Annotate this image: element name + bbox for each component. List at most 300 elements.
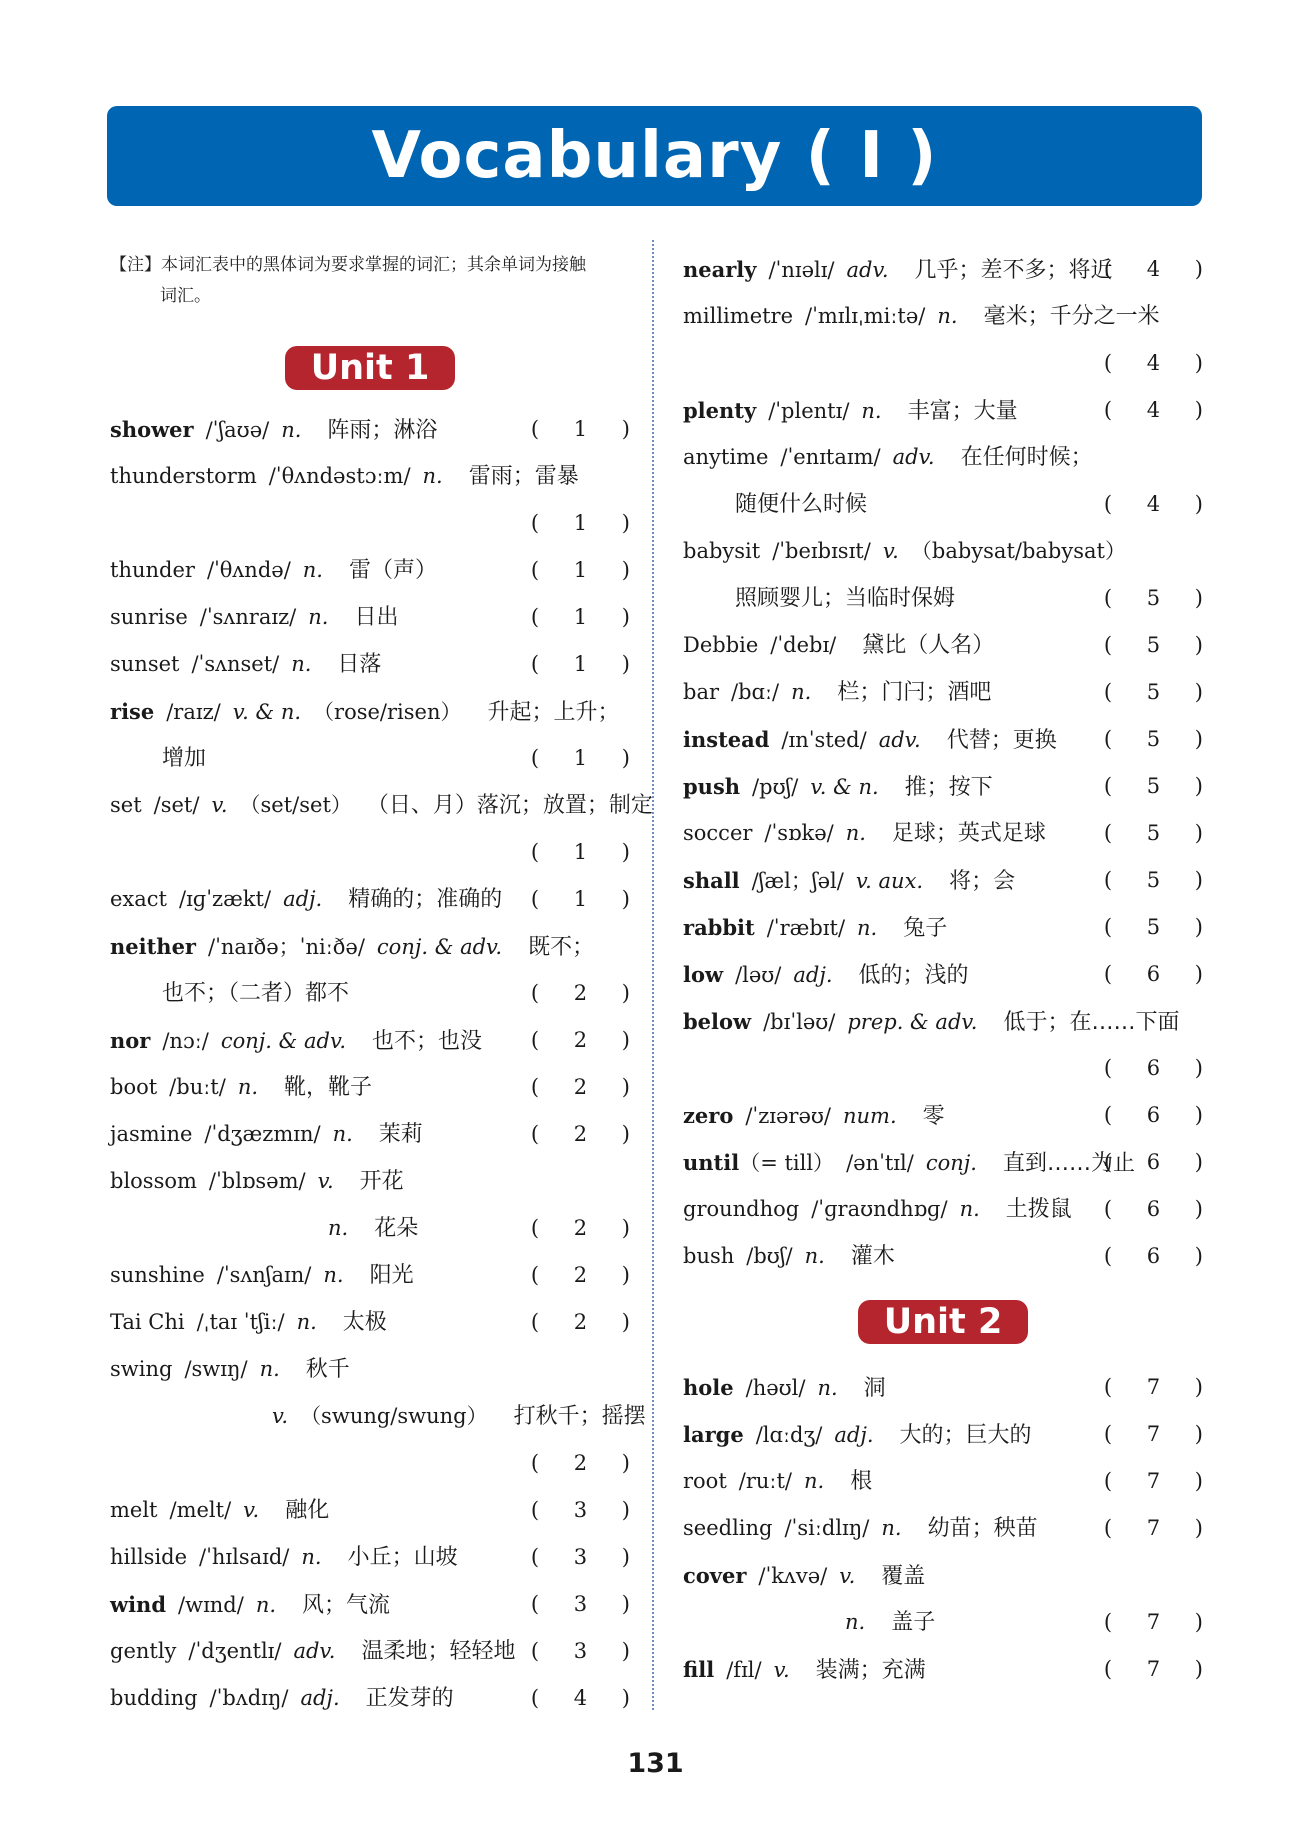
part-of-speech: adj.: [793, 963, 833, 987]
vocab-entry: [110, 1064, 644, 1111]
part-of-speech: n.: [817, 1376, 838, 1400]
meaning: 阳光: [369, 1263, 414, 1288]
phonetic: /ˈsiːdlɪŋ/: [784, 1516, 870, 1540]
headword: hillside: [110, 1545, 188, 1569]
headword: cover: [683, 1563, 747, 1588]
meaning: 低于；在……下面: [1003, 1010, 1180, 1035]
phonetic: /ˈbeɪbɪsɪt/: [772, 539, 871, 563]
vocab-entry: [683, 1364, 1217, 1411]
headword: melt: [110, 1498, 158, 1522]
meaning: 低的；浅的: [858, 963, 969, 988]
vocab-entry: [110, 1581, 644, 1628]
headword: large: [683, 1422, 744, 1447]
unit-reference: ( 2 ): [530, 1028, 644, 1052]
vocab-entry-continued: [110, 1440, 644, 1487]
vocab-entry: [110, 641, 644, 688]
vocab-entry: [110, 1346, 630, 1393]
unit-reference: ( 4 ): [1103, 492, 1217, 516]
vocab-entry: [683, 669, 1217, 716]
headword: exact: [110, 887, 167, 911]
phonetic: /ˌtaɪ ˈtʃiː/: [196, 1310, 285, 1334]
headword: jasmine: [110, 1122, 193, 1146]
vocab-entry: [683, 1646, 1217, 1693]
headword: neither: [110, 934, 196, 959]
unit-reference: ( 3 ): [530, 1639, 644, 1663]
vocab-entry: [683, 387, 1217, 434]
vocab-entry: [110, 594, 644, 641]
meaning: 根: [850, 1469, 873, 1494]
unit-reference: ( 5 ): [1103, 727, 1217, 751]
phonetic: /nɔː/: [162, 1029, 209, 1053]
part-of-speech: n.: [328, 1216, 349, 1240]
vocab-list-unit-2: [683, 1364, 1217, 1693]
unit-reference: ( 4 ): [1103, 257, 1217, 281]
unit-reference: ( 3 ): [530, 1592, 644, 1616]
vocab-entry-continued: [110, 1205, 644, 1252]
vocab-entry: [683, 434, 1203, 481]
unit-reference: ( 5 ): [1103, 915, 1217, 939]
vocab-entry: [683, 998, 1203, 1045]
meaning: 盖子: [891, 1610, 936, 1635]
headword: sunrise: [110, 605, 188, 629]
meaning: 太极: [342, 1310, 387, 1335]
phonetic: /buːt/: [169, 1075, 226, 1099]
phonetic: /ˈsʌnraɪz/: [199, 605, 297, 629]
phonetic: /ˈθʌndə/: [206, 558, 291, 582]
phonetic: /ˈkʌvə/: [758, 1564, 828, 1588]
vocab-entry-continued: [683, 340, 1217, 387]
phonetic: /ˈdʒæzmɪn/: [204, 1122, 321, 1146]
vocab-entry: [110, 453, 630, 500]
part-of-speech: adv.: [293, 1639, 336, 1663]
meaning: 升起；上升；: [487, 700, 620, 725]
headword: thunder: [110, 558, 195, 582]
part-of-speech: v. & n.: [232, 700, 302, 724]
meaning: 照顾婴儿；当临时保姆: [735, 586, 956, 611]
meaning: （日、月）落沉；放置；制定: [377, 793, 653, 818]
headword: millimetre: [683, 304, 794, 328]
vocab-entry: [110, 923, 630, 970]
unit-2-header: [683, 1280, 1203, 1364]
vocab-entry-continued: [683, 481, 1217, 528]
vocab-list-unit-1-cont: [683, 246, 1217, 1280]
meaning: 黛比（人名）: [862, 633, 995, 658]
unit-reference: ( 1 ): [530, 887, 644, 911]
vocab-entry: [683, 763, 1217, 810]
meaning: 推；按下: [904, 775, 993, 800]
part-of-speech: adj.: [283, 887, 323, 911]
unit-reference: ( 2 ): [530, 1075, 644, 1099]
vocab-entry: [110, 1017, 644, 1064]
part-of-speech: n.: [281, 418, 302, 442]
unit-reference: ( 7 ): [1103, 1516, 1217, 1540]
vocab-entry-continued: [110, 735, 644, 782]
meaning: 代替；更换: [946, 728, 1057, 753]
meaning: 覆盖: [881, 1564, 926, 1589]
unit-reference: ( 7 ): [1103, 1469, 1217, 1493]
unit-reference: ( 4 ): [1103, 351, 1217, 375]
part-of-speech: n.: [881, 1516, 902, 1540]
unit-reference: ( 6 ): [1103, 1244, 1217, 1268]
phonetic: /lɑːdʒ/: [755, 1423, 823, 1447]
phonetic: /ˈdebɪ/: [770, 633, 837, 657]
vocab-entry-continued: [683, 1599, 1217, 1646]
part-of-speech: n.: [845, 821, 866, 845]
part-of-speech: v.: [317, 1169, 334, 1193]
vocab-entry: [110, 1158, 630, 1205]
vocab-entry: [683, 1092, 1217, 1139]
part-of-speech: n.: [237, 1075, 259, 1099]
part-of-speech: n.: [857, 916, 878, 940]
meaning: 开花: [359, 1169, 404, 1194]
vocab-entry: [110, 1628, 644, 1675]
part-of-speech: n.: [332, 1122, 353, 1146]
column-divider: [652, 240, 654, 1710]
headword: soccer: [683, 821, 753, 845]
unit-reference: ( 2 ): [530, 1310, 644, 1334]
unit-reference: ( 7 ): [1103, 1375, 1217, 1399]
phonetic: /ʃæl；ʃəl/: [751, 869, 844, 893]
headword: below: [683, 1009, 752, 1034]
headword: boot: [110, 1075, 158, 1099]
verb-forms: （set/set）: [239, 793, 352, 817]
unit-reference: ( 6 ): [1103, 962, 1217, 986]
unit-reference: ( 2 ): [530, 1263, 644, 1287]
vocab-entry-continued: [110, 1393, 646, 1440]
meaning: 足球；英式足球: [891, 821, 1046, 846]
vocab-entry: [110, 782, 653, 829]
phonetic: /ənˈtɪl/: [846, 1151, 914, 1175]
part-of-speech: v.: [882, 539, 899, 563]
phonetic: /ˈbʌdɪŋ/: [209, 1686, 289, 1710]
phonetic: /həʊl/: [745, 1376, 806, 1400]
unit-reference: ( 1 ): [530, 417, 644, 441]
unit-reference: ( 4 ): [1103, 398, 1217, 422]
part-of-speech: n.: [937, 304, 958, 328]
unit-reference: ( 5 ): [1103, 774, 1217, 798]
meaning: 将；会: [949, 869, 1016, 894]
headword: groundhog: [683, 1197, 800, 1221]
phonetic: /fɪl/: [726, 1658, 762, 1682]
meaning: 既不；: [528, 935, 595, 960]
part-of-speech: n.: [804, 1469, 825, 1493]
headword: shower: [110, 417, 194, 442]
part-of-speech: n.: [804, 1244, 825, 1268]
phonetic: /ləʊ/: [735, 963, 782, 987]
vocab-entry: [110, 406, 644, 453]
unit-reference: ( 6 ): [1103, 1197, 1217, 1221]
headword: rise: [110, 699, 155, 724]
meaning: 花朵: [374, 1216, 419, 1241]
phonetic: /melt/: [169, 1498, 232, 1522]
meaning: 打秋千；摇摆: [513, 1404, 646, 1429]
phonetic: /ɪnˈsted/: [781, 728, 867, 752]
part-of-speech: prep. & adv.: [847, 1010, 978, 1034]
unit-reference: ( 2 ): [530, 981, 644, 1005]
vocab-entry: [683, 1552, 1203, 1599]
meaning: 在任何时候；: [960, 445, 1093, 470]
phonetic: /ˈnaɪðə；ˈniːðə/: [208, 935, 365, 959]
part-of-speech: n.: [296, 1310, 317, 1334]
part-of-speech: v.: [272, 1404, 289, 1428]
headword: shall: [683, 868, 740, 893]
unit-reference: ( 4 ): [530, 1686, 644, 1710]
meaning: 大的；巨大的: [899, 1423, 1032, 1448]
meaning: 洞: [863, 1376, 886, 1401]
meaning: 秋千: [305, 1357, 350, 1382]
vocab-entry: [110, 547, 644, 594]
unit-reference: ( 7 ): [1103, 1610, 1217, 1634]
part-of-speech: conj. & adv.: [376, 935, 503, 959]
right-column: [683, 246, 1217, 1693]
unit-reference: ( 1 ): [530, 746, 644, 770]
vocab-entry: [110, 688, 630, 735]
part-of-speech: adv.: [878, 728, 921, 752]
vocab-entry-continued: [683, 575, 1217, 622]
unit-reference: ( 2 ): [530, 1451, 644, 1475]
part-of-speech: adj.: [834, 1423, 874, 1447]
headword: gently: [110, 1639, 177, 1663]
verb-forms: （rose/risen）: [313, 700, 462, 724]
phonetic: /set/: [153, 793, 200, 817]
meaning: 精确的；准确的: [348, 887, 503, 912]
vocab-entry: [683, 528, 1203, 575]
unit-reference: ( 1 ): [530, 652, 644, 676]
part-of-speech: n.: [791, 680, 812, 704]
part-of-speech: n.: [259, 1357, 280, 1381]
unit-reference: ( 5 ): [1103, 633, 1217, 657]
vocab-entry: [683, 293, 1203, 340]
headword: low: [683, 962, 724, 987]
unit-reference: ( 6 ): [1103, 1056, 1217, 1080]
unit-reference: ( 3 ): [530, 1545, 644, 1569]
phonetic: /ˈmɪlɪˌmiːtə/: [805, 304, 926, 328]
unit-reference: ( 1 ): [530, 511, 644, 535]
meaning: 融化: [285, 1498, 330, 1523]
meaning: 雷雨；雷暴: [468, 464, 579, 489]
unit-reference: ( 7 ): [1103, 1657, 1217, 1681]
vocab-entry: [683, 810, 1217, 857]
part-of-speech: num.: [842, 1104, 897, 1128]
vocab-entry: [683, 1233, 1217, 1280]
meaning: 栏；门闩；酒吧: [837, 680, 992, 705]
phonetic: /ˈblɒsəm/: [208, 1169, 306, 1193]
meaning: 灌木: [850, 1244, 895, 1269]
unit-reference: ( 2 ): [530, 1216, 644, 1240]
meaning: 也不；也没: [372, 1029, 483, 1054]
unit-reference: ( 5 ): [1103, 680, 1217, 704]
vocab-entry: [110, 1299, 644, 1346]
headword: plenty: [683, 398, 757, 423]
headword: nor: [110, 1028, 151, 1053]
headword: bush: [683, 1244, 735, 1268]
phonetic: /bɑː/: [731, 680, 780, 704]
meaning: 也不；（二者）都不: [162, 981, 350, 1006]
part-of-speech: n.: [308, 605, 329, 629]
meaning: 几乎；差不多；将近: [914, 258, 1113, 283]
unit-reference: ( 7 ): [1103, 1422, 1217, 1446]
vocab-entry: [683, 1458, 1217, 1505]
meaning: 日出: [354, 605, 399, 630]
part-of-speech: n.: [323, 1263, 344, 1287]
meaning: 温柔地；轻轻地: [361, 1639, 516, 1664]
phonetic: /ˈʃaʊə/: [205, 418, 270, 442]
vocab-entry: [683, 1505, 1217, 1552]
meaning: 茉莉: [378, 1122, 423, 1147]
headword: root: [683, 1469, 727, 1493]
part-of-speech: v.: [211, 793, 228, 817]
headword: anytime: [683, 445, 769, 469]
headword: fill: [683, 1657, 715, 1682]
headword: seedling: [683, 1516, 773, 1540]
meaning: 阵雨；淋浴: [327, 418, 438, 443]
unit-reference: ( 5 ): [1103, 821, 1217, 845]
phonetic: /swɪŋ/: [184, 1357, 248, 1381]
vocab-entry: [683, 904, 1217, 951]
part-of-speech: adj.: [300, 1686, 340, 1710]
meaning: 兔子: [903, 916, 948, 941]
phonetic: /ruːt/: [738, 1469, 792, 1493]
note-line-2: 词汇。: [160, 286, 211, 306]
headword: budding: [110, 1686, 198, 1710]
headword: until: [683, 1150, 740, 1175]
phonetic: /ˈræbɪt/: [766, 916, 846, 940]
phonetic: /bʊʃ/: [746, 1244, 793, 1268]
vocab-entry-continued: [110, 500, 644, 547]
headword: thunderstorm: [110, 464, 257, 488]
vocab-entry: [683, 951, 1217, 998]
phonetic: /pʊʃ/: [752, 775, 799, 799]
note: [110, 250, 630, 328]
vocab-entry: [110, 1534, 644, 1581]
part-of-speech: v. & n.: [810, 775, 879, 799]
vocab-entry: [683, 1186, 1217, 1233]
part-of-speech: v.: [839, 1564, 856, 1588]
phonetic: /ˈsɒkə/: [764, 821, 834, 845]
vocab-entry: [683, 246, 1217, 293]
unit-1-header: [110, 330, 630, 406]
part-of-speech: adv.: [892, 445, 935, 469]
vocab-entry-continued: [110, 829, 644, 876]
page-number: 131: [627, 1748, 684, 1779]
meaning: 正发芽的: [365, 1686, 454, 1711]
part-of-speech: conj.: [925, 1151, 977, 1175]
phonetic: /ˈθʌndəstɔːm/: [268, 464, 411, 488]
unit-reference: ( 5 ): [1103, 868, 1217, 892]
phonetic: /ɪɡˈzækt/: [179, 887, 272, 911]
vocab-entry-continued: [683, 1045, 1217, 1092]
phonetic: /raɪz/: [166, 700, 221, 724]
meaning: 小丘；山坡: [347, 1545, 458, 1570]
meaning: 土拨鼠: [1005, 1197, 1072, 1222]
headword: push: [683, 774, 741, 799]
page-title: Vocabulary ( I ): [371, 119, 938, 193]
meaning: 风；气流: [302, 1593, 391, 1618]
meaning: 零: [922, 1104, 945, 1129]
part-of-speech: adv.: [846, 258, 889, 282]
left-column: [110, 250, 653, 1722]
part-of-speech: n.: [861, 399, 882, 423]
meaning: 装满；充满: [815, 1658, 926, 1683]
phonetic: /ˈsʌnset/: [191, 652, 280, 676]
part-of-speech: n.: [291, 652, 312, 676]
unit-reference: ( 1 ): [530, 558, 644, 582]
vocab-entry: [683, 622, 1217, 669]
meaning: 丰富；大量: [907, 399, 1018, 424]
part-of-speech: n.: [959, 1197, 980, 1221]
vocab-entry: [110, 1111, 644, 1158]
part-of-speech: v.: [773, 1658, 790, 1682]
vocab-entry-continued: [110, 970, 644, 1017]
unit-1-badge: Unit 1: [285, 346, 456, 390]
headword: hole: [683, 1375, 734, 1400]
meaning: 增加: [162, 746, 207, 771]
vocab-list-unit-1: [110, 406, 653, 1722]
headword: sunshine: [110, 1263, 205, 1287]
vocab-entry: [110, 876, 644, 923]
phonetic: /ˈzɪərəʊ/: [745, 1104, 831, 1128]
part-of-speech: conj. & adv.: [220, 1029, 347, 1053]
part-of-speech: n.: [301, 1545, 322, 1569]
part-of-speech: n.: [422, 464, 443, 488]
unit-reference: ( 6 ): [1103, 1103, 1217, 1127]
meaning: 毫米；千分之一米: [983, 304, 1160, 329]
vocab-entry: [110, 1252, 644, 1299]
headword: Tai Chi: [110, 1310, 185, 1334]
meaning: 日落: [337, 652, 382, 677]
phonetic: /ˈnɪəlɪ/: [768, 258, 835, 282]
headword: blossom: [110, 1169, 197, 1193]
meaning: 直到……为止: [1002, 1151, 1135, 1176]
phonetic: /ˈɡraʊndhɒɡ/: [811, 1197, 948, 1221]
meaning: 雷（声）: [348, 558, 437, 583]
headword: wind: [110, 1592, 167, 1617]
unit-reference: ( 1 ): [530, 605, 644, 629]
headword: Debbie: [683, 633, 759, 657]
part-of-speech: n.: [255, 1593, 277, 1617]
phonetic: /ˈhɪlsaɪd/: [199, 1545, 290, 1569]
phonetic: /bɪˈləʊ/: [763, 1010, 836, 1034]
unit-reference: ( 1 ): [530, 840, 644, 864]
verb-forms: （swung/swung）: [300, 1404, 488, 1428]
phonetic: /ˈenɪtaɪm/: [780, 445, 881, 469]
phonetic: /wɪnd/: [178, 1593, 244, 1617]
meaning: 靴，靴子: [284, 1075, 373, 1100]
phonetic: /ˈsʌnʃaɪn/: [216, 1263, 312, 1287]
part-of-speech: n.: [845, 1610, 866, 1634]
meaning: 幼苗；秧苗: [927, 1516, 1038, 1541]
headword: zero: [683, 1103, 734, 1128]
headword: nearly: [683, 257, 757, 282]
headword: sunset: [110, 652, 180, 676]
phonetic: /ˈdʒentlɪ/: [188, 1639, 282, 1663]
headword: swing: [110, 1357, 173, 1381]
unit-2-badge: Unit 2: [858, 1300, 1029, 1344]
headword: set: [110, 793, 142, 817]
meaning: 随便什么时候: [735, 492, 868, 517]
verb-forms: （babysat/babysat）: [910, 539, 1126, 563]
headword: babysit: [683, 539, 761, 563]
part-of-speech: v. aux.: [855, 869, 924, 893]
part-of-speech: n.: [302, 558, 323, 582]
vocab-entry: [110, 1487, 644, 1534]
vocab-entry: [683, 716, 1217, 763]
headword: instead: [683, 727, 770, 752]
title-banner: [107, 106, 1202, 206]
vocab-entry: [683, 1139, 1217, 1186]
vocab-entry: [110, 1675, 644, 1722]
unit-reference: ( 6 ): [1103, 1150, 1217, 1174]
